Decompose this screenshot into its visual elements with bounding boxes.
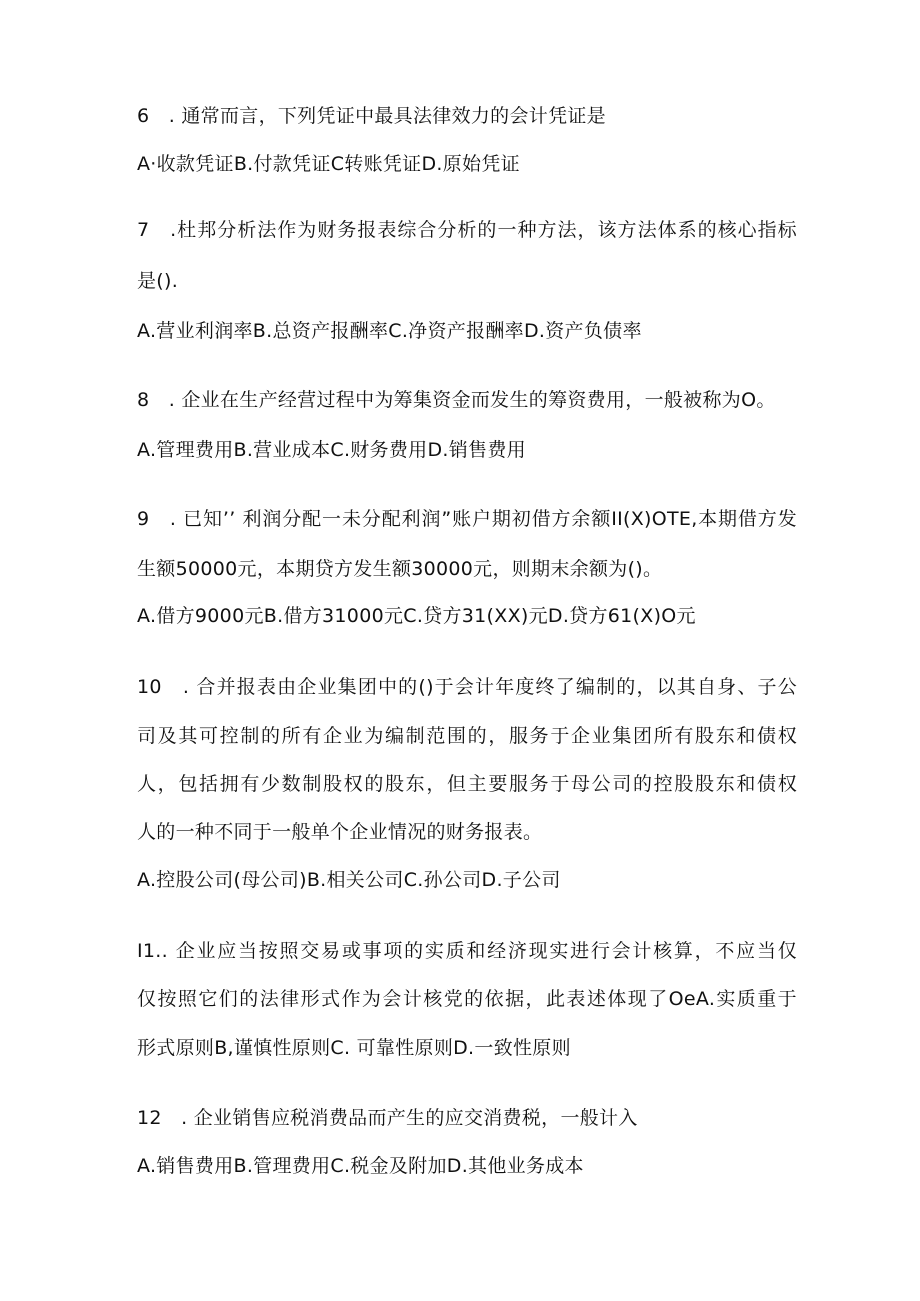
question-11-line-2: 仅按照它们的法律形式作为会计核党的依据，此表述体现了OeA.实质重于 — [137, 988, 797, 1010]
question-10-options: A.控股公司(母公司)B.相关公司C.孙公司D.子公司 — [137, 869, 561, 891]
question-11-line-3: 形式原则B,谨慎性原则C. 可靠性原则D.一致性原则 — [137, 1037, 571, 1059]
question-8-options: A.管理费用B.营业成本C.财务费用D.销售费用 — [137, 439, 526, 461]
question-6-options: A·收款凭证B.付款凭证C转账凭证D.原始凭证 — [137, 153, 520, 175]
question-9-options: A.借方9000元B.借方31000元C.贷方31(XX)元D.贷方61(X)O元 — [137, 605, 696, 627]
question-12-line-1: 12 . 企业销售应税消费品而产生的应交消费税，一般计入 — [137, 1107, 638, 1129]
question-10-line-2: 司及其可控制的所有企业为编制范围的，服务于企业集团所有股东和债权 — [137, 725, 797, 747]
question-7-line-1: 7 .杜邦分析法作为财务报表综合分析的一种方法，该方法体系的核心指标 — [137, 219, 797, 241]
question-10-line-4: 人的一种不同于一般单个企业情况的财务报表。 — [137, 821, 543, 843]
question-10-line-3: 人，包括拥有少数制股权的股东，但主要服务于母公司的控股股东和债权 — [137, 773, 797, 795]
question-8-line-1: 8 . 企业在生产经营过程中为筹集资金而发生的筹资费用，一般被称为O。 — [137, 389, 776, 411]
question-6-line-1: 6 . 通常而言，下列凭证中最具法律效力的会计凭证是 — [137, 105, 606, 127]
question-9-line-2: 生额50000元，本期贷方发生额30000元，则期末余额为()。 — [137, 558, 663, 580]
question-12-options: A.销售费用B.管理费用C.税金及附加D.其他业务成本 — [137, 1155, 584, 1177]
question-9-line-1: 9 . 已知’’ 利润分配一未分配利润”账户期初借方余额II(X)OTE,本期借方发 — [137, 508, 797, 530]
question-11-line-1: I1.. 企业应当按照交易或事项的实质和经济现实进行会计核算，不应当仅 — [137, 940, 797, 962]
question-10-line-1: 10 . 合并报表由企业集团中的()于会计年度终了编制的，以其自身、子公 — [137, 676, 797, 698]
question-7-line-2: 是(). — [137, 270, 179, 292]
question-7-options: A.营业利润率B.总资产报酬率C.净资产报酬率D.资产负债率 — [137, 320, 642, 342]
